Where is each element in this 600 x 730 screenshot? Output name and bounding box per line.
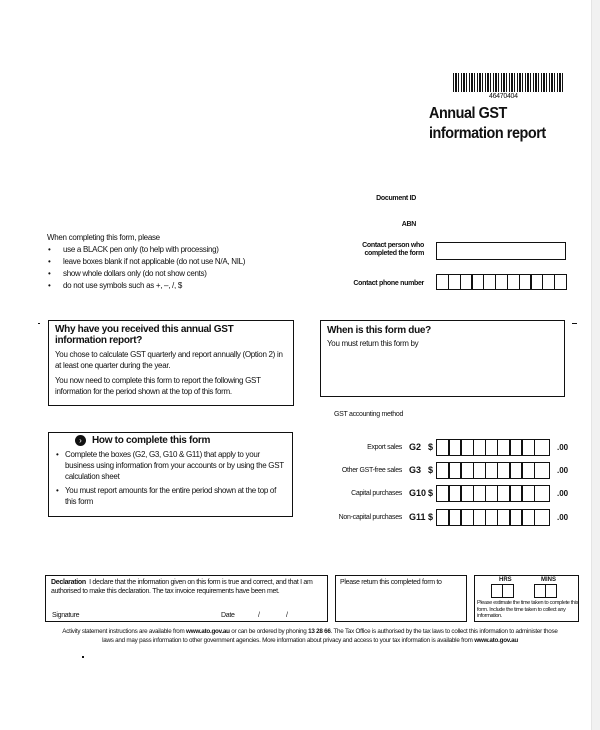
cents-suffix: .00 (557, 513, 569, 522)
time-box (474, 575, 579, 622)
currency-symbol: $ (428, 488, 434, 498)
contact-person-input[interactable] (436, 242, 566, 260)
page-title (429, 104, 582, 144)
when-box (320, 320, 565, 397)
arrow-right-icon: › (75, 435, 86, 446)
gst-digit-cell[interactable] (534, 462, 550, 479)
scrollbar[interactable] (591, 0, 600, 730)
gst-row-code: G11 (409, 512, 426, 522)
how-box (48, 432, 293, 517)
gst-amount-input[interactable] (436, 509, 548, 526)
footer-url-2[interactable]: www.ato.gov.au (474, 637, 518, 644)
when-heading: When is this form due? (327, 325, 431, 336)
footer-text (60, 627, 560, 645)
currency-symbol: $ (428, 512, 434, 522)
why-heading: Why have you received this annual GST information report? (55, 324, 234, 346)
why-box (48, 320, 294, 406)
gst-amount-input[interactable] (436, 485, 548, 502)
gst-amount-input[interactable] (436, 439, 548, 456)
mins-label: MINS (541, 577, 556, 583)
gst-row-label: Non-capital purchases (338, 514, 402, 521)
date-separator: / (286, 612, 288, 619)
currency-symbol: $ (428, 442, 434, 452)
barcode-number: 46470404 (489, 93, 518, 100)
instructions-intro: When completing this form, please (47, 233, 160, 242)
signature-label: Signature (52, 612, 80, 619)
date-separator: / (258, 612, 260, 619)
gst-row-code: G3 (409, 465, 422, 475)
gst-row-label: Capital purchases (351, 490, 402, 497)
how-item: • You must report amounts for the entire period shown at the top of this form (55, 485, 286, 507)
time-text: Please estimate the time taken to complete this form. Include the time taken to collect any information. (477, 600, 579, 619)
contact-phone-label: Contact phone number (353, 280, 424, 287)
how-heading-row (55, 435, 286, 446)
instruction-item: • show whole dollars only (do not show cents) (47, 268, 307, 280)
how-heading: How to complete this form (92, 435, 211, 446)
return-box (335, 575, 467, 622)
cents-suffix: .00 (557, 443, 569, 452)
footer-text-3: . The Tax Office is authorised by the tax laws to collect this information to administer those laws and may pass information to other government agencies. More information about privacy and access to your tax information is available from (102, 628, 558, 644)
gst-digit-cell[interactable] (534, 485, 550, 502)
hrs-label: HRS (499, 577, 512, 583)
gst-row-label: Export sales (367, 444, 402, 451)
footer-url[interactable]: www.ato.gov.au (186, 628, 230, 635)
declaration-box (45, 575, 328, 622)
cents-suffix: .00 (557, 489, 569, 498)
margin-mark (572, 323, 577, 324)
hrs-input[interactable] (491, 584, 512, 598)
title-line-2: information report (429, 125, 546, 142)
footer-phone: 13 28 66 (308, 628, 331, 635)
instruction-item: • do not use symbols such as +, –, /, $ (47, 280, 307, 292)
footer-text-1: Activity statement instructions are available from (62, 628, 187, 635)
date-label: Date (221, 612, 235, 619)
cents-suffix: .00 (557, 466, 569, 475)
declaration-title: Declaration (51, 579, 86, 586)
gst-digit-cell[interactable] (534, 439, 550, 456)
instructions (47, 232, 307, 292)
abn-label: ABN (401, 221, 416, 228)
why-para-1: You chose to calculate GST quarterly and report annually (Option 2) in at least one quarter during the year. (55, 350, 283, 370)
return-text: Please return this completed form to (340, 579, 442, 586)
why-para-2: You now need to complete this form to report the following GST information for the period shown at the top of this form. (55, 376, 261, 396)
mins-input[interactable] (534, 584, 555, 598)
how-item: • Complete the boxes (G2, G3, G10 & G11) that apply to your business using information from your accounts or by using the GST calculation sheet (55, 449, 286, 482)
document-id-label: Document ID (376, 195, 416, 202)
currency-symbol: $ (428, 465, 434, 475)
when-text: You must return this form by (327, 339, 419, 348)
title-line-1: Annual GST (429, 105, 507, 122)
contact-person-label: Contact person who completed the form (362, 242, 424, 257)
declaration-text (51, 578, 322, 596)
instruction-item: • use a BLACK pen only (to help with processing) (47, 244, 307, 256)
contact-phone-input[interactable] (436, 274, 566, 290)
margin-dot (82, 656, 84, 658)
gst-digit-cell[interactable] (534, 509, 550, 526)
declaration-body: I declare that the information given on this form is true and correct, and that I am authorised to make this declaration. The tax invoice requirements have been met. (51, 579, 313, 595)
gst-row-code: G10 (409, 488, 427, 498)
gst-row-code: G2 (409, 442, 422, 452)
gst-amount-input[interactable] (436, 462, 548, 479)
gst-row-label: Other GST-free sales (341, 467, 402, 474)
instruction-item: • leave boxes blank if not applicable (do not use N/A, NIL) (47, 256, 307, 268)
gst-method-label: GST accounting method (334, 411, 404, 418)
phone-digit-cell[interactable] (554, 274, 567, 290)
margin-mark (38, 323, 40, 324)
footer-text-2: or can be ordered by phoning (229, 628, 309, 635)
barcode (453, 73, 565, 92)
